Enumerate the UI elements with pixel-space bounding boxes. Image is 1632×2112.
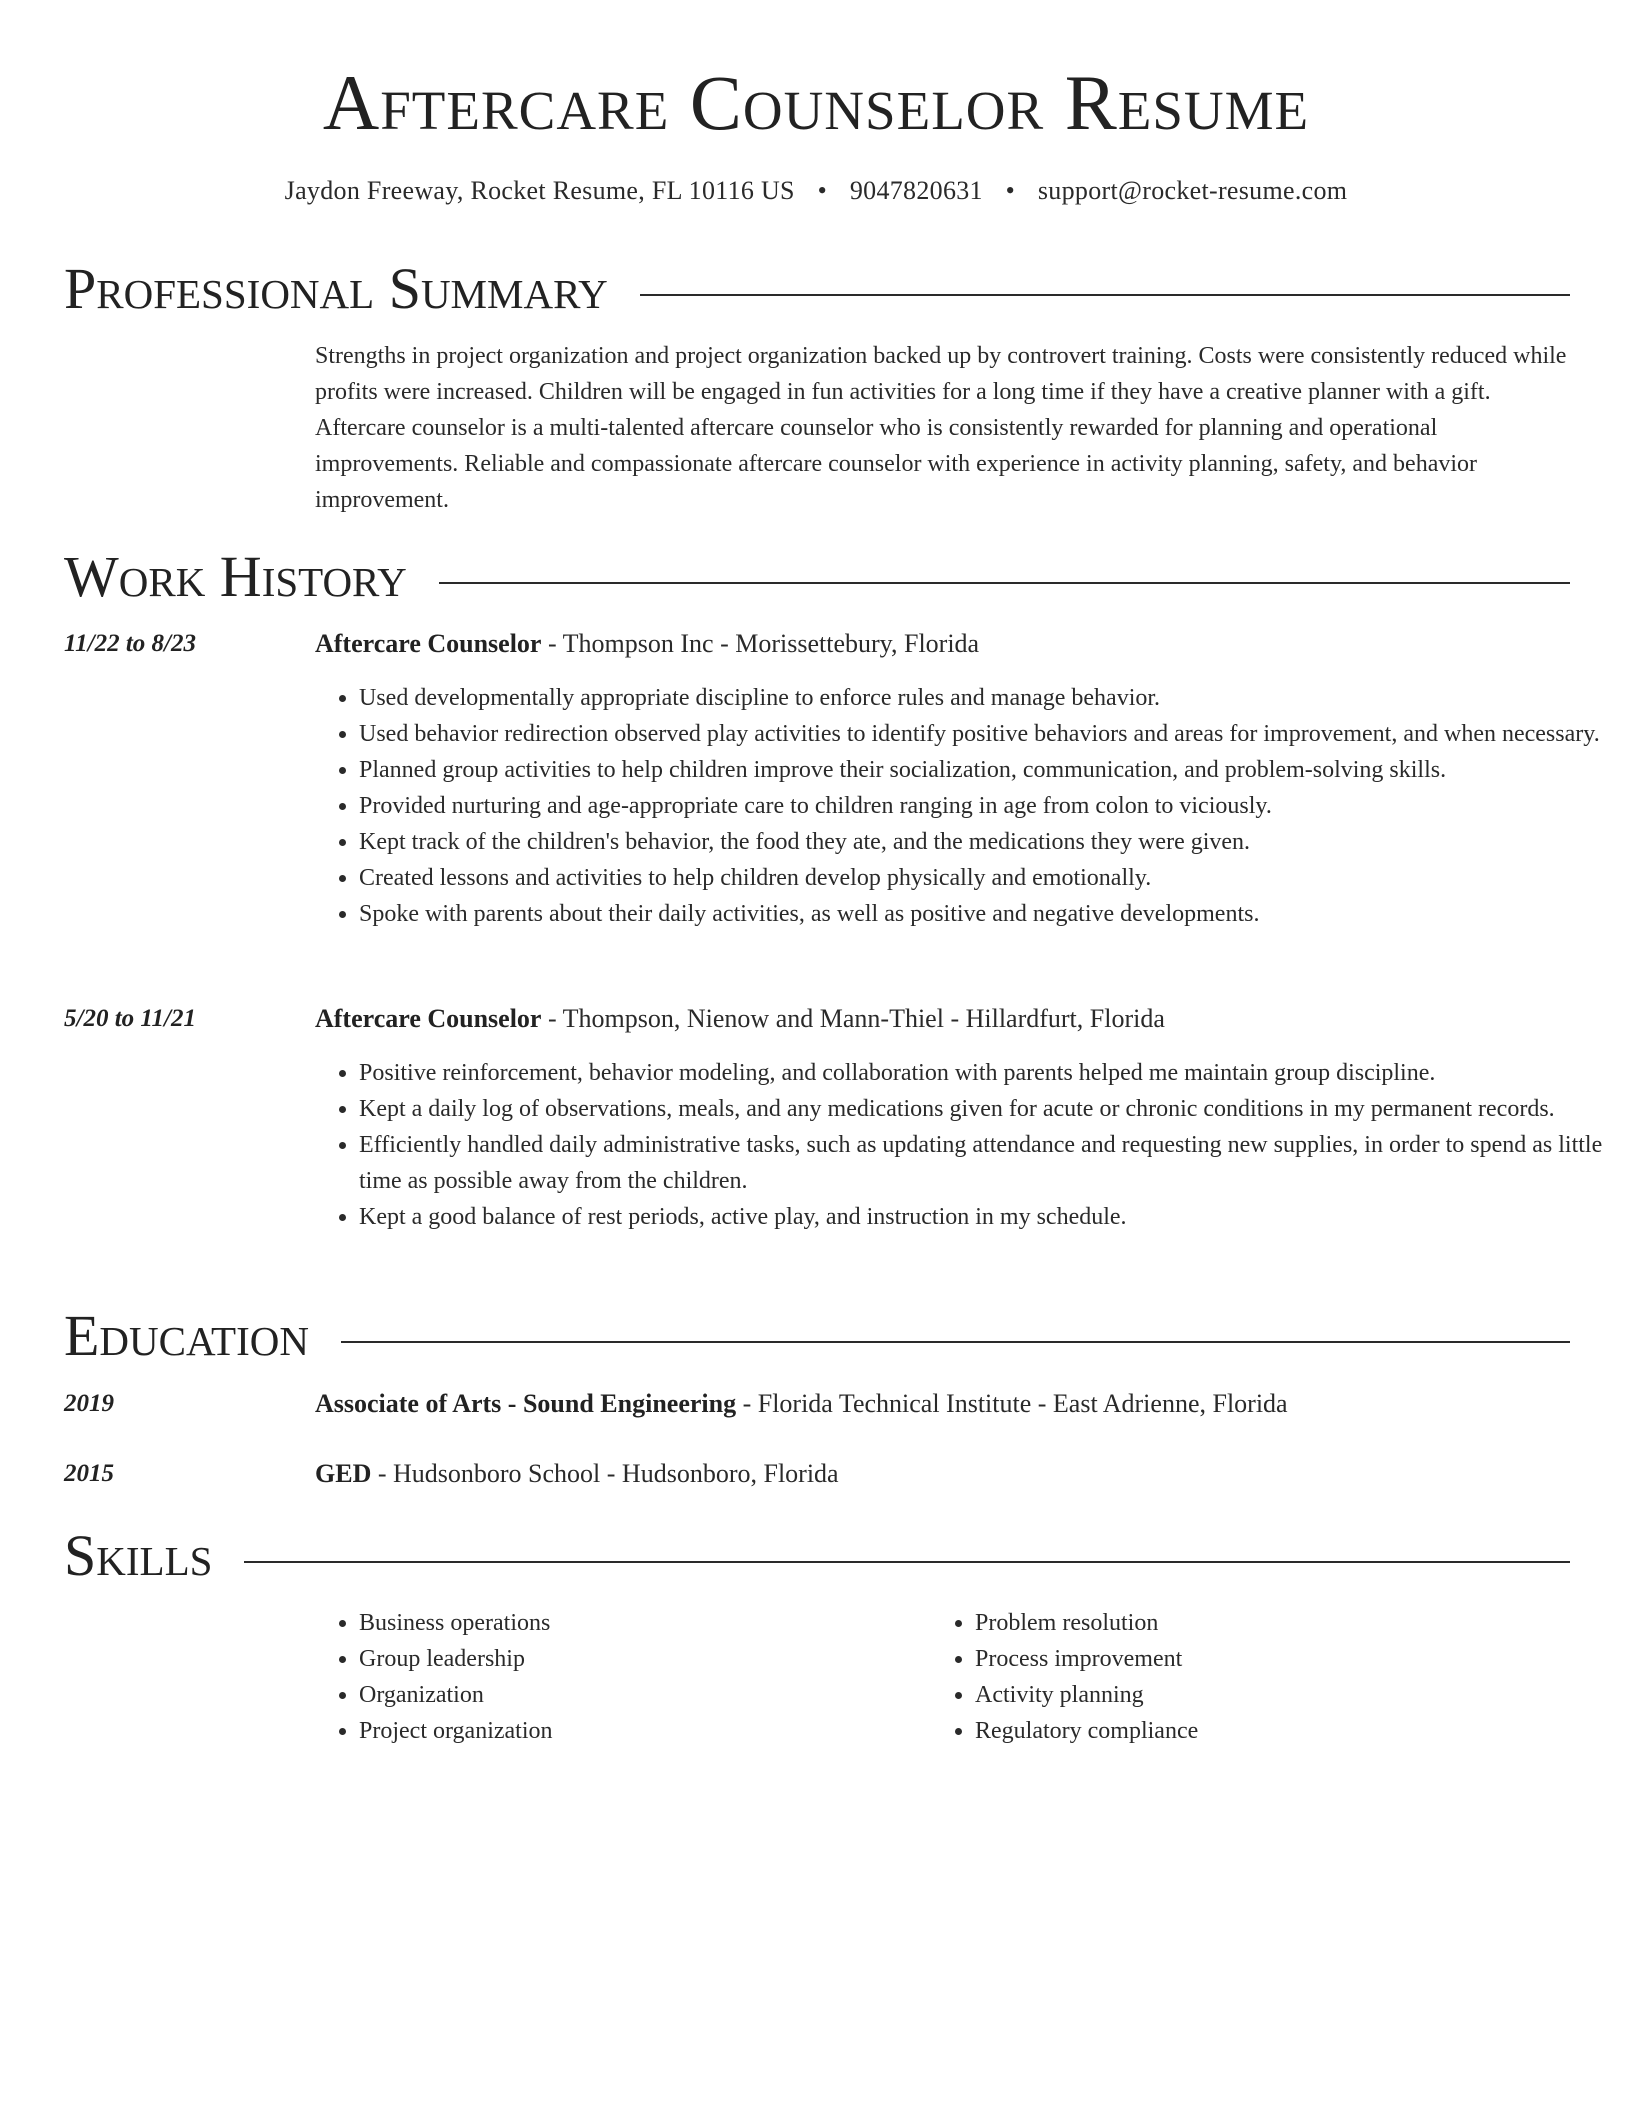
section-divider [64,1561,1570,1563]
skill-item: • Organization [359,1677,919,1713]
section-header-skills [64,1515,1570,1588]
section-title-work: Work History [64,548,439,606]
section-title-education: Education [64,1307,341,1365]
job-bullet: • Kept track of the children's behavior, the food they ate, and the medications they were given. [359,824,1614,860]
job-bullet: • Kept a good balance of rest periods, active play, and instruction in my schedule. [359,1199,1614,1235]
job-bullet: • Planned group activities to help children improve their socialization, communication, and problem-solving skills. [359,752,1614,788]
skill-item: • Process improvement [975,1641,1535,1677]
job-title: Aftercare Counselor [315,1004,542,1033]
contact-email: support@rocket-resume.com [1037,176,1348,205]
job-bullet: • Used behavior redirection observed play activities to identify positive behaviors and areas for improvement, and when necessary. [359,716,1614,752]
job-bullets [315,680,1614,932]
skill-item: • Activity planning [975,1677,1535,1713]
job-details: - Thompson Inc - Morissettebury, Florida [541,629,980,658]
job-title-line [315,1004,1570,1034]
education-degree: GED [315,1459,372,1488]
section-header-education [64,1295,1570,1368]
skills-list-right [931,1605,1535,1749]
contact-line [0,176,1632,206]
job-bullet: • Positive reinforcement, behavior modeling, and collaboration with parents helped me maintain group discipline. [359,1055,1614,1091]
education-year: 2019 [64,1390,114,1417]
education-line [315,1459,1570,1489]
contact-address: Jaydon Freeway, Rocket Resume, FL 10116 US [284,176,795,205]
skill-item: • Project organization [359,1713,919,1749]
job-title: Aftercare Counselor [315,629,542,658]
job-dates: 11/22 to 8/23 [64,630,196,657]
job-bullet: • Provided nurturing and age-appropriate care to children ranging in age from colon to viciously. [359,788,1614,824]
section-title-skills: Skills [64,1527,244,1585]
job-title-line [315,629,1570,659]
job-bullet: • Efficiently handled daily administrative tasks, such as updating attendance and requesting new supplies, in order to spend as little time as possible away from the children. [359,1127,1614,1199]
education-details: - Hudsonboro School - Hudsonboro, Florida [371,1459,839,1488]
contact-separator: • [817,176,828,205]
skill-item: • Business operations [359,1605,919,1641]
skill-item: • Problem resolution [975,1605,1535,1641]
education-details: - Florida Technical Institute - East Adrienne, Florida [736,1389,1288,1418]
section-header-summary [64,248,1570,321]
education-line [315,1389,1570,1419]
skill-item: • Regulatory compliance [975,1713,1535,1749]
job-dates: 5/20 to 11/21 [64,1005,196,1032]
job-bullets [315,1055,1614,1235]
education-year: 2015 [64,1460,114,1487]
job-bullet: • Created lessons and activities to help children develop physically and emotionally. [359,860,1614,896]
job-bullet: • Used developmentally appropriate discipline to enforce rules and manage behavior. [359,680,1614,716]
job-details: - Thompson, Nienow and Mann-Thiel - Hillardfurt, Florida [541,1004,1165,1033]
contact-separator: • [1005,176,1016,205]
contact-phone: 9047820631 [849,176,983,205]
job-bullet: • Kept a daily log of observations, meals, and any medications given for acute or chronic conditions in my permanent records. [359,1091,1614,1127]
summary-text: Strengths in project organization and project organization backed up by controvert training. Costs were consistently reduced while profits were increased. Children will be engaged in fun activities for a long time if they have a creative planner with a gift. Aftercare counselor is a multi-talented aftercare counselor who is consistently rewarded for planning and operational improvements. Reliable and compassionate aftercare counselor with experience in activity planning, safety, and behavior improvement. [315,343,1567,513]
skill-item: • Group leadership [359,1641,919,1677]
job-bullet: • Spoke with parents about their daily activities, as well as positive and negative developments. [359,896,1614,932]
skills-list-left [315,1605,919,1749]
section-header-work [64,536,1570,609]
resume-title: Aftercare Counselor Resume [322,59,1310,146]
section-title-summary: Professional Summary [64,260,640,318]
education-degree: Associate of Arts - Sound Engineering [315,1389,737,1418]
